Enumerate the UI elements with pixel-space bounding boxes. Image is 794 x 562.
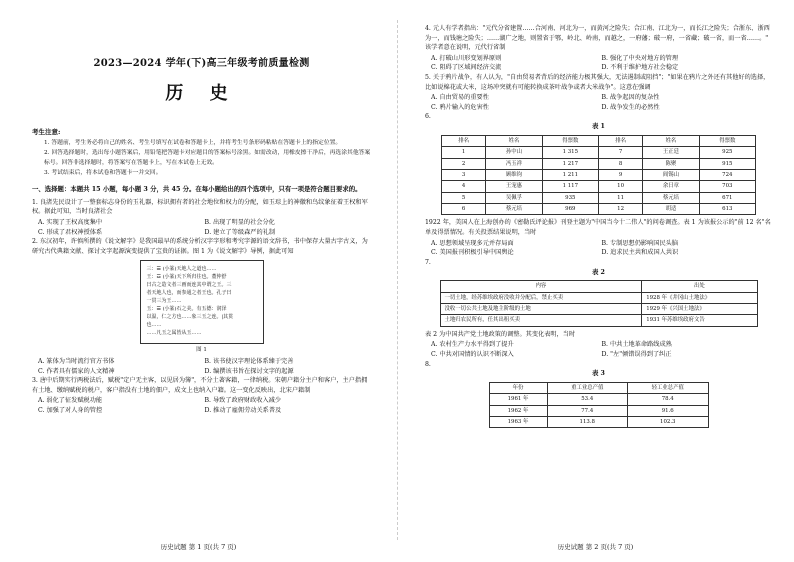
table-cell: 孙中山 bbox=[486, 147, 542, 158]
option: D. 追求民主共和成国人共识 bbox=[601, 249, 679, 257]
table-cell: 1962 年 bbox=[489, 405, 547, 416]
question-4-options bbox=[425, 54, 772, 73]
table-cell: 顾维钧 bbox=[486, 169, 542, 180]
option: B. 强化了中央对地方的管理 bbox=[601, 54, 679, 62]
table-row bbox=[489, 394, 708, 405]
option: A. 自由贸易的重要性 bbox=[431, 94, 489, 102]
table-header-cell: 年份 bbox=[489, 382, 547, 393]
option: B. 该书使汉字理论体系臻于完善 bbox=[204, 357, 294, 365]
table-cell: 613 bbox=[699, 204, 755, 215]
table-cell: 吴佩孚 bbox=[486, 192, 542, 203]
table-cell: 1928 年《井冈山土地法》 bbox=[642, 292, 757, 303]
question-1-options bbox=[32, 218, 371, 237]
table-2 bbox=[440, 280, 758, 327]
table-cell: 陈聚 bbox=[643, 158, 699, 169]
table-2-caption: 表 2 bbox=[592, 268, 605, 276]
table-cell: 9 bbox=[598, 169, 642, 180]
table-cell: 王宠惠 bbox=[486, 181, 542, 192]
option: A. 打破山川形变划界原则 bbox=[431, 54, 502, 62]
table-cell: 余日章 bbox=[643, 181, 699, 192]
table-cell: 没收一切公共土地及地主阶级的土地 bbox=[440, 304, 642, 315]
notice-item: 1. 答题前，考生务必将自己的姓名、考生号填写在试卷和答题卡上，并将考生号条形码粘贴在答题卡上的指定位置。 bbox=[44, 140, 342, 147]
table-header-cell: 得票数 bbox=[542, 135, 598, 146]
notice-heading: 考生注意: bbox=[32, 128, 61, 137]
table-cell: 7 bbox=[598, 147, 642, 158]
table-cell: 1 315 bbox=[542, 147, 598, 158]
table-cell: 1961 年 bbox=[489, 394, 547, 405]
table-cell: 阎锡山 bbox=[643, 169, 699, 180]
option: A. 篆体为当时流行官方书体 bbox=[38, 357, 115, 365]
option: C. 加强了对人身的管控 bbox=[38, 406, 103, 414]
notice-list bbox=[32, 139, 371, 178]
option: A. 思想领域呈现多元并存局面 bbox=[431, 239, 514, 247]
page-2 bbox=[397, 0, 794, 562]
question-2: 2. 东汉初年，许慎所撰的《说文解字》是我国最早的系统分析汉字字形和考究字源的语文辞书，书中保存大量古字古义，为研究古代典籍文献、探讨文字起源演变提供了宝贵的证据。图 1 为《说文解字》导例，据此可知 bbox=[32, 238, 368, 255]
table-cell: 102.3 bbox=[628, 417, 709, 428]
table-cell: 冯玉祥 bbox=[486, 158, 542, 169]
table-cell: 4 bbox=[442, 181, 486, 192]
question-6-options bbox=[425, 239, 772, 258]
table-row bbox=[489, 417, 708, 428]
table-cell: 53.4 bbox=[547, 394, 627, 405]
option: C. 作者具有儒家的人文精神 bbox=[38, 367, 115, 375]
figure-line: 玉：☰ (小篆)石之美。有五德：润泽 bbox=[146, 306, 227, 313]
option: B. 出现了明显的社会分化 bbox=[204, 218, 275, 226]
table-cell: 蔡元培 bbox=[486, 204, 542, 215]
option: D. 推动了雇佣劳动关系普及 bbox=[204, 406, 282, 414]
table-row bbox=[440, 292, 757, 303]
table-cell: 8 bbox=[598, 158, 642, 169]
table-row bbox=[442, 181, 756, 192]
subject-title: 历 史 bbox=[165, 82, 238, 104]
option: B. 导致了政府财政收入减少 bbox=[204, 397, 282, 405]
option: B. 中共土地革命路线成熟 bbox=[601, 341, 672, 349]
table-cell: 3 bbox=[442, 169, 486, 180]
table-header-cell: 排名 bbox=[598, 135, 642, 146]
question-7-header bbox=[425, 258, 772, 268]
table-3-caption: 表 3 bbox=[592, 370, 605, 378]
exam-title: 2023—2024 学年(下)高三年级考前质量检测 bbox=[93, 58, 310, 69]
figure-caption: 图 1 bbox=[196, 347, 207, 354]
table-cell: 925 bbox=[699, 147, 755, 158]
question-6-header bbox=[425, 112, 772, 122]
table-cell: 胡适 bbox=[643, 204, 699, 215]
table-cell: 一切土地，经苏维埃政府没收并分配后，禁止买卖 bbox=[440, 292, 642, 303]
figure-line: 一贯三为王…… bbox=[146, 298, 182, 305]
table-cell: 935 bbox=[542, 192, 598, 203]
notice-item: 2. 回答选择题时，选出每小题答案后，用铅笔把答题卡对应题目的答案标号涂黑。如需改动，用橡皮擦干净后，再选涂其他答案标号。回答非选择题时，将答案写在答题卡上，写在本试卷上无效。 bbox=[44, 150, 371, 167]
question-3: 3. 唐中后期实行两税法后，赋税"定户无主客，以见居为簿"，不分土著客籍，一律纳税。宋朝户籍分主户和客户，主户指拥有土地、缴纳赋税的税户，客户指没有土地的佃户，成文上也纳入户籍。这一变化反映出，北宋户籍制 bbox=[32, 377, 368, 394]
figure-line: 三：☰ (小篆)天地人之道也…… bbox=[146, 266, 217, 273]
table-cell: 77.4 bbox=[547, 405, 627, 416]
table-cell: 蔡元培 bbox=[643, 192, 699, 203]
table-cell: 1 117 bbox=[542, 181, 598, 192]
option: D. 不利于维护地方社会稳定 bbox=[601, 64, 679, 72]
figure-line: 王：☲ (小篆)天下所归往也。董仲舒 bbox=[146, 274, 227, 281]
table-header-cell: 轻工业总产值 bbox=[628, 382, 709, 393]
table-header-cell: 出处 bbox=[642, 281, 757, 292]
table-cell: 土地归农民所有，任其出租买卖 bbox=[440, 315, 642, 326]
question-2-options bbox=[32, 357, 371, 376]
table-cell: 5 bbox=[442, 192, 486, 203]
option: C. 形成了君权神授体系 bbox=[38, 228, 103, 236]
table-cell: 703 bbox=[699, 181, 755, 192]
question-7-options bbox=[425, 340, 772, 359]
option: C. 阻碍了区域间经济交流 bbox=[431, 64, 502, 72]
table-header-cell: 重工业总产值 bbox=[547, 382, 627, 393]
question-number: 7. bbox=[425, 258, 431, 266]
question-5-options bbox=[425, 93, 772, 112]
table-cell: 12 bbox=[598, 204, 642, 215]
table-cell: 91.6 bbox=[628, 405, 709, 416]
table-cell: 915 bbox=[699, 158, 755, 169]
table-row bbox=[442, 158, 756, 169]
option: B. 战争起因的复杂性 bbox=[601, 94, 660, 102]
table-cell: 1929 年《兴国土地法》 bbox=[642, 304, 757, 315]
table-3 bbox=[489, 382, 709, 429]
question-6: 1922 年，美国人在上海创办的《密勒氏评论报》刊登主题为"中国当今十二伟人"的问卷调查。表 1 为该报公示的"前 12 名"名单及得票情况。有关投票结果说明，当时 bbox=[425, 219, 771, 237]
table-row bbox=[489, 405, 708, 416]
option: A. 农村生产力水平得到了提升 bbox=[431, 341, 514, 349]
option: C. 鸦片输入的危害性 bbox=[431, 103, 489, 111]
question-4: 4. 元人有学者指出："元代分省建置……合河南、河北为一，而黄河之险失；合江南、江北为一，而长江之险失；合浙东、浙西为一，而钱塘之险失；……湖广之地，则置省于鄂，岭北、岭南，而越之，一府藩；破一府，一省藏；破一省，而一省……。" 该学者意在说明，元代行省制 bbox=[425, 25, 770, 52]
figure-line: 以温，仁之方也……象三玉之连。|其贯 bbox=[146, 314, 234, 321]
table-header-cell: 排名 bbox=[442, 135, 486, 146]
question-number: 8. bbox=[425, 360, 431, 368]
option: A. 弱化了征发赋税功能 bbox=[38, 397, 103, 405]
table-header-row bbox=[440, 281, 757, 292]
option: C. 美国报刊积极引导中国舆论 bbox=[431, 249, 514, 257]
option: D. 编撰该书旨在探讨文字的起源 bbox=[204, 367, 294, 375]
table-header-cell: 姓名 bbox=[486, 135, 542, 146]
table-cell: 969 bbox=[542, 204, 598, 215]
figure-line: ……凡玉之属皆从玉…… bbox=[146, 330, 202, 337]
question-5: 5. 关于鸦片战争，有人认为，"自由贸易者背后的经济能力极其强大，无法遏制或阻挡"；"如果在鸦片之外还有其他好的选择，比如说棉花或大米，这场冲突就有可能转换成茶叶战争或者大米战争"。这意在强调 bbox=[425, 74, 770, 91]
table-header-row bbox=[489, 382, 708, 393]
option: D. "左"倾错误得到了纠正 bbox=[601, 350, 672, 358]
table-cell: 1 bbox=[442, 147, 486, 158]
figure-line: 曰古之造文者三画而连其中谓之王。三 bbox=[146, 282, 232, 289]
option: C. 中共对国情的认识不断深入 bbox=[431, 350, 514, 358]
notice-item: 3. 考试结束后，将本试卷和答题卡一并交回。 bbox=[44, 169, 162, 176]
table-cell: 2 bbox=[442, 158, 486, 169]
option: D. 战争发生的必然性 bbox=[601, 103, 660, 111]
table-row bbox=[442, 169, 756, 180]
figure-1 bbox=[140, 260, 264, 344]
table-cell: 724 bbox=[699, 169, 755, 180]
question-3-options bbox=[32, 396, 371, 415]
table-row bbox=[442, 192, 756, 203]
option: B. 专制思想仍影响国民头脑 bbox=[601, 239, 679, 247]
table-cell: 1931 年苏维埃政府文告 bbox=[642, 315, 757, 326]
page-footer: 历史试题 第 2 页(共 7 页) bbox=[557, 542, 634, 551]
option: A. 实现了王权高度集中 bbox=[38, 218, 103, 226]
table-row bbox=[440, 304, 757, 315]
table-row bbox=[442, 147, 756, 158]
question-7: 表 2 为中国共产党土地政策的调整。其变化表明，当时 bbox=[425, 330, 576, 338]
table-cell: 113.8 bbox=[547, 417, 627, 428]
table-cell: 王正廷 bbox=[643, 147, 699, 158]
figure-line: 者天地人也，而参通之者王也。孔子曰 bbox=[146, 290, 232, 297]
table-cell: 1963 年 bbox=[489, 417, 547, 428]
question-number: 6. bbox=[425, 113, 431, 121]
table-cell: 11 bbox=[598, 192, 642, 203]
section-heading: 一、选择题：本题共 15 小题，每小题 3 分，共 45 分。在每小题给出的四个选项中，只有一项是符合题目要求的。 bbox=[32, 184, 362, 193]
table-row bbox=[442, 204, 756, 215]
table-cell: 1 211 bbox=[542, 169, 598, 180]
table-1 bbox=[441, 135, 756, 216]
table-header-cell: 内容 bbox=[440, 281, 642, 292]
figure-line: 也…… bbox=[146, 322, 162, 329]
table-header-cell: 姓名 bbox=[643, 135, 699, 146]
table-header-cell: 得票数 bbox=[699, 135, 755, 146]
table-1-caption: 表 1 bbox=[592, 123, 605, 131]
table-cell: 10 bbox=[598, 181, 642, 192]
table-cell: 671 bbox=[699, 192, 755, 203]
table-cell: 78.4 bbox=[628, 394, 709, 405]
question-8-header bbox=[425, 360, 772, 370]
page-footer: 历史试题 第 1 页(共 7 页) bbox=[160, 542, 237, 551]
table-cell: 1 217 bbox=[542, 158, 598, 169]
table-header-row bbox=[442, 135, 756, 146]
option: D. 建立了等级森严的礼制 bbox=[204, 228, 276, 236]
table-cell: 6 bbox=[442, 204, 486, 215]
table-row bbox=[440, 315, 757, 326]
question-1: 1. 良渚先民设计了一整套标志身份的玉礼器，标识拥有者的社会地位和权力的分配，如玉琮上的神徽和鸟纹象征着王权和军权。据此可知，当时良渚社会 bbox=[32, 198, 368, 216]
